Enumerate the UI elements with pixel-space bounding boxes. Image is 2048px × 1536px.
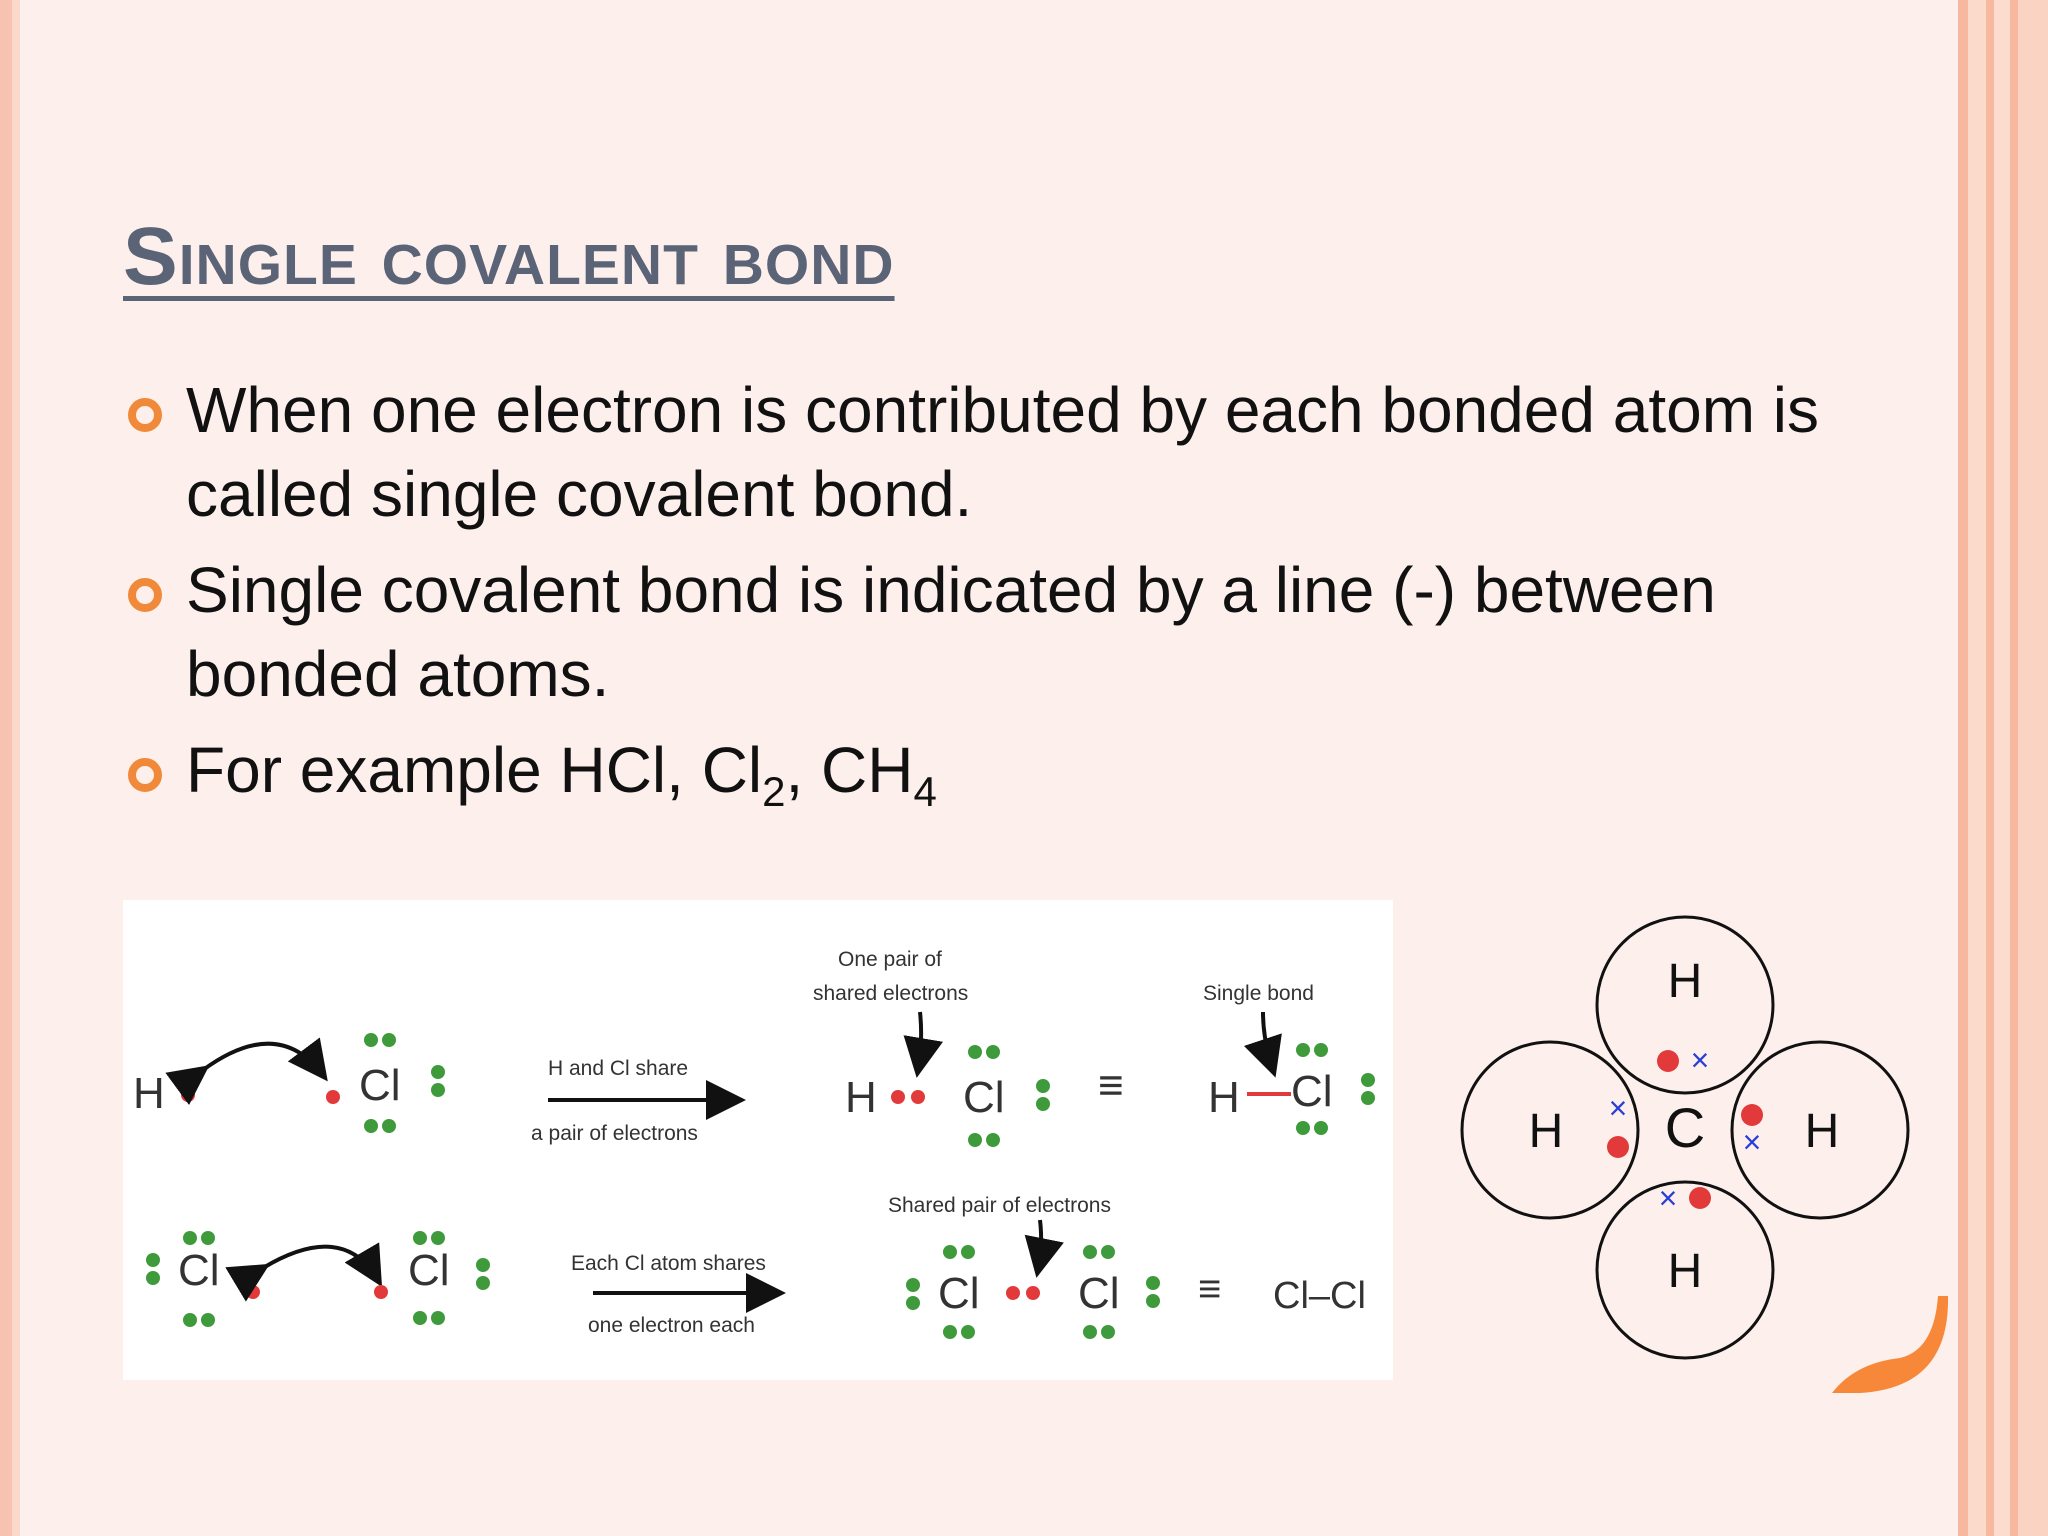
arrow-label-top: Each Cl atom shares	[571, 1252, 766, 1275]
hcl-reactants	[133, 1033, 445, 1133]
atom-h: H	[1208, 1073, 1240, 1122]
bond-note: Single bond	[1203, 982, 1314, 1005]
arrow-label-bottom: a pair of electrons	[531, 1122, 698, 1145]
hydrogen-right: H	[1804, 1105, 1840, 1158]
bullet-text: When one electron is contributed by each bonded atom is called single covalent bond.	[186, 374, 1819, 530]
right-border-stripe	[1986, 0, 1994, 1536]
lewis-diagram-panel	[123, 900, 1393, 1380]
cl2-product	[888, 1194, 1366, 1339]
bullet-list	[123, 368, 1883, 824]
bullet-ring-icon	[128, 398, 162, 432]
svg-text:×: ×	[1658, 1180, 1678, 1216]
arrow-label-top: H and Cl share	[548, 1057, 689, 1080]
hcl-product	[813, 948, 1124, 1147]
shared-note-line2: shared electrons	[813, 982, 969, 1005]
svg-text:×: ×	[1608, 1090, 1628, 1126]
slide-title: Single covalent bond	[123, 211, 895, 302]
atom-cl: Cl	[938, 1269, 980, 1318]
decorative-corner-arc	[1830, 1288, 1960, 1413]
left-border-stripe-light	[12, 0, 20, 1536]
arrow-label-bottom: one electron each	[588, 1314, 755, 1337]
carbon-center: C	[1664, 1096, 1706, 1159]
cl2-reactants	[146, 1231, 490, 1327]
right-border-stripe	[1968, 0, 1986, 1536]
svg-text:×: ×	[1690, 1042, 1710, 1078]
left-border-stripe	[0, 0, 12, 1536]
atom-cl: Cl	[1291, 1067, 1333, 1116]
hcl-bond-form	[1203, 982, 1375, 1135]
equivalence-sign: ≡	[1198, 1267, 1222, 1311]
bullet-item	[123, 368, 1883, 536]
subscript: 4	[913, 768, 937, 815]
bullet-text-main: For example HCl, Cl	[186, 734, 763, 806]
atom-h: H	[133, 1069, 165, 1118]
atom-cl: Cl	[178, 1246, 220, 1295]
atom-cl: Cl	[1078, 1269, 1120, 1318]
hydrogen-bottom: H	[1667, 1245, 1703, 1298]
bullet-text-mid: , CH	[785, 734, 914, 806]
shared-note: Shared pair of electrons	[888, 1194, 1111, 1217]
cl2-arrow	[571, 1252, 778, 1337]
atom-cl: Cl	[963, 1073, 1005, 1122]
right-border-stripe	[2018, 0, 2048, 1536]
atom-cl: Cl	[408, 1246, 450, 1295]
hcl-arrow	[531, 1057, 738, 1145]
right-border-stripe	[1994, 0, 2010, 1536]
lewis-diagram	[123, 900, 1393, 1380]
hydrogen-top: H	[1667, 955, 1703, 1008]
bullet-text: Single covalent bond is indicated by a line (-) between bonded atoms.	[186, 554, 1716, 710]
cl2-formula: Cl–Cl	[1273, 1275, 1366, 1317]
atom-h: H	[845, 1073, 877, 1122]
bullet-item	[123, 548, 1883, 716]
subscript: 2	[762, 768, 786, 815]
equivalence-sign: ≡	[1098, 1061, 1124, 1110]
hydrogen-left: H	[1528, 1105, 1564, 1158]
bullet-ring-icon	[128, 578, 162, 612]
bullet-item	[123, 728, 1883, 815]
bullet-ring-icon	[128, 758, 162, 792]
shared-note-line1: One pair of	[838, 948, 942, 971]
svg-text:×: ×	[1742, 1124, 1762, 1160]
atom-cl: Cl	[359, 1061, 401, 1110]
right-border-stripe	[2010, 0, 2018, 1536]
